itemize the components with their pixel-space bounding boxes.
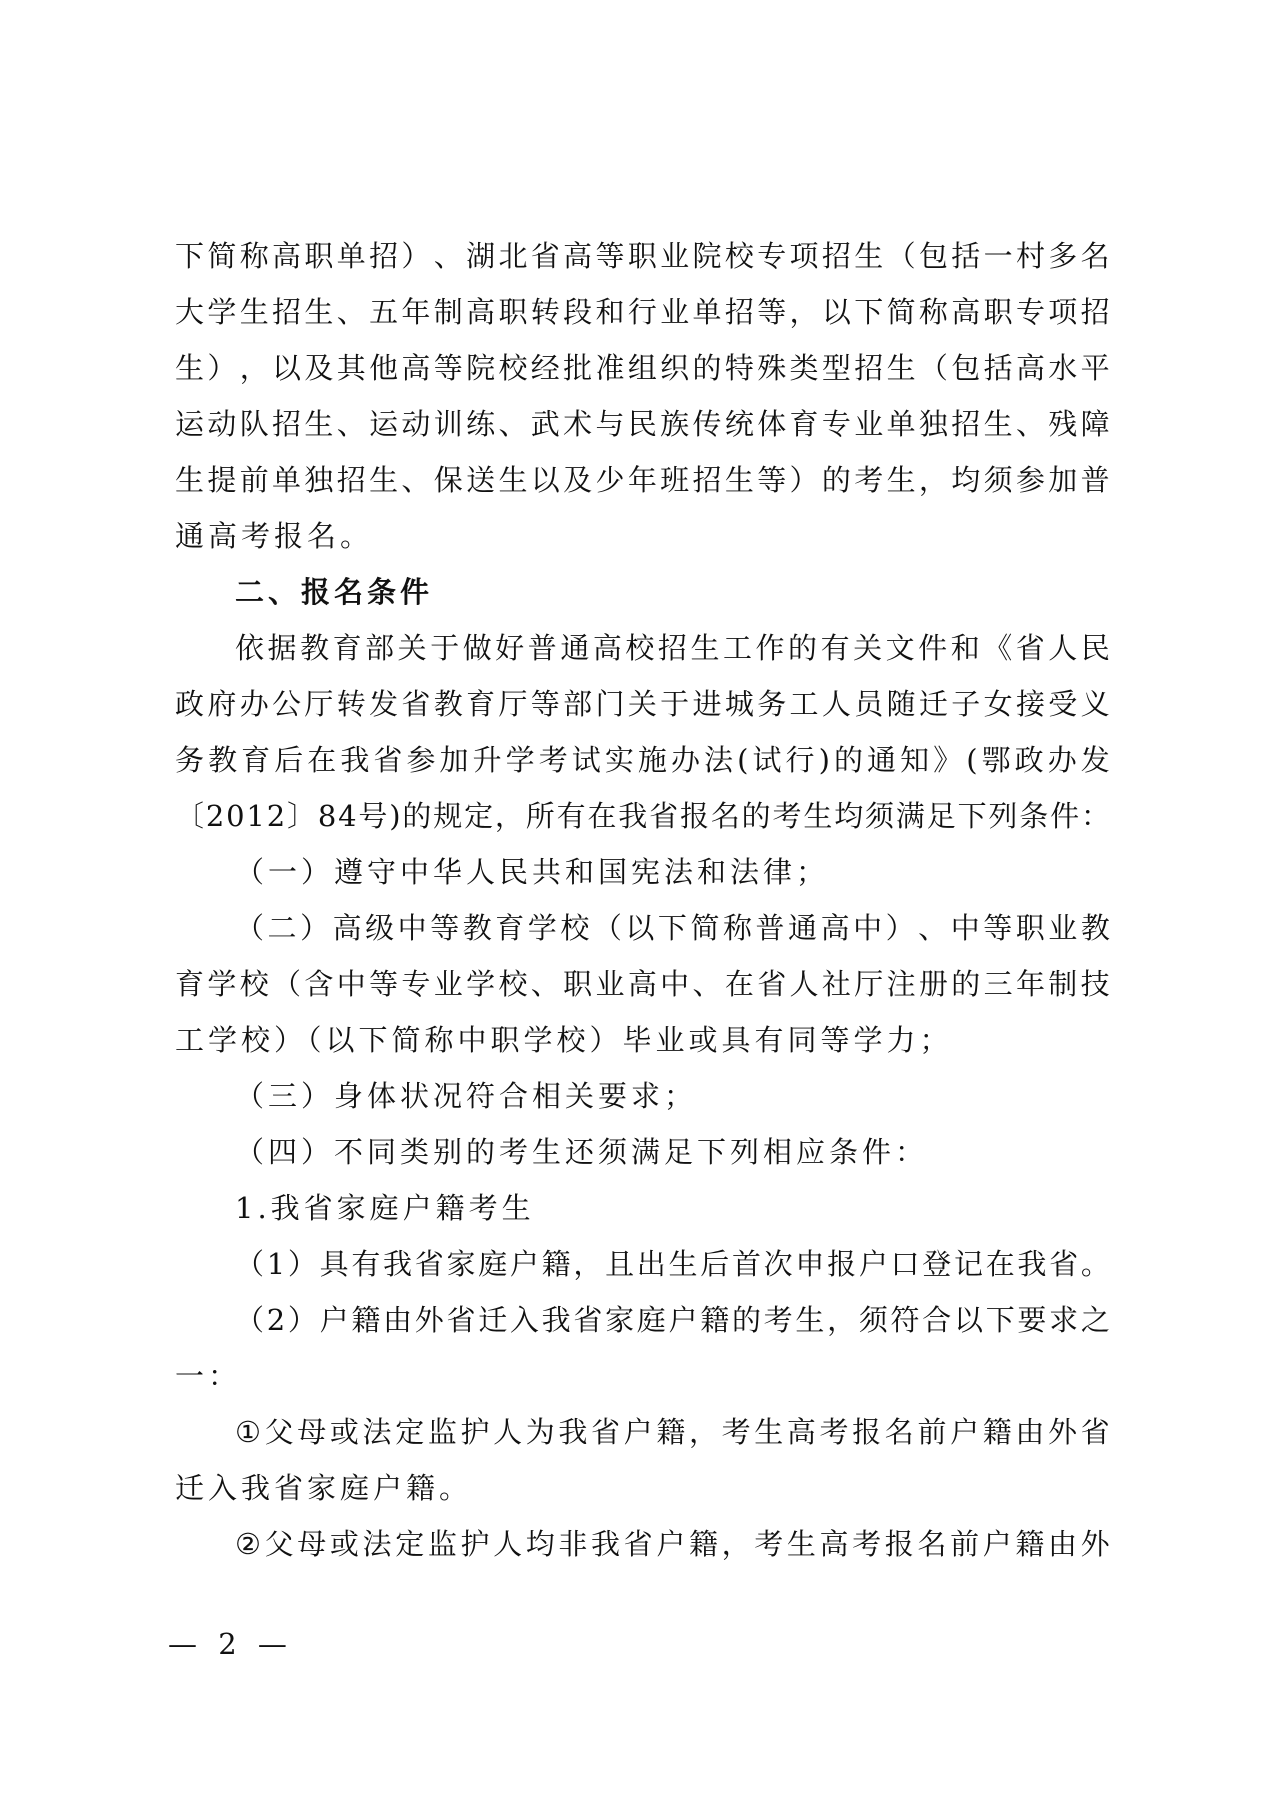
text-line: 依 据 教 育 部 关 于 做 好 普 通 高 校 招 生 工 作 的 有 关 文 件 和 《 省 人 民: [235, 631, 1110, 665]
document-body: [175, 228, 1110, 1572]
text-line: 〔 2 0 1 2 〕 8 4 号 ) 的 规 定 ， 所 有 在 我 省 报 名 的 考 生 均 须 满 足 下 列 条 件 ：: [175, 799, 1110, 833]
text-line: ② 父 母 或 法 定 监 护 人 均 非 我 省 户 籍 ， 考 生 高 考 报 名 前 户 籍 由 外: [235, 1527, 1110, 1561]
text-line: （四）不同类别的考生还须满足下列相应条件：: [235, 1135, 929, 1169]
page-number: — 2 —: [168, 1627, 293, 1661]
text-line: 1.我省家庭户籍考生: [235, 1191, 535, 1225]
text-line: （ 1 ） 具 有 我 省 家 庭 户 籍 ， 且 出 生 后 首 次 申 报 户 口 登 记 在 我 省 。: [235, 1247, 1110, 1281]
text-line: 育 学 校 （ 含 中 等 专 业 学 校 、 职 业 高 中 、 在 省 人 社 厅 注 册 的 三 年 制 技: [175, 967, 1110, 1001]
text-line: 工学校）（以下简称中职学校）毕业或具有同等学力；: [175, 1023, 953, 1057]
text-line: 运 动 队 招 生 、 运 动 训 练 、 武 术 与 民 族 传 统 体 育 专 业 单 独 招 生 、 残 障: [175, 407, 1110, 441]
text-line: （三）身体状况符合相关要求；: [235, 1079, 698, 1113]
text-line: 生 ） ， 以 及 其 他 高 等 院 校 经 批 准 组 织 的 特 殊 类 型 招 生 （ 包 括 高 水 平: [175, 351, 1110, 385]
text-line: 务 教 育 后 在 我 省 参 加 升 学 考 试 实 施 办 法 ( 试 行 ) 的 通 知 》 ( 鄂 政 办 发: [175, 743, 1110, 777]
text-line: 大 学 生 招 生 、 五 年 制 高 职 转 段 和 行 业 单 招 等 ， 以 下 简 称 高 职 专 项 招: [175, 295, 1110, 329]
text-line: 生 提 前 单 独 招 生 、 保 送 生 以 及 少 年 班 招 生 等 ） 的 考 生 ， 均 须 参 加 普: [175, 463, 1110, 497]
text-line: 政 府 办 公 厅 转 发 省 教 育 厅 等 部 门 关 于 进 城 务 工 人 员 随 迁 子 女 接 受 义: [175, 687, 1110, 721]
text-line: 一：: [175, 1359, 242, 1393]
section-heading: 二、报名条件: [235, 575, 434, 609]
text-line: （ 二 ） 高 级 中 等 教 育 学 校 （ 以 下 简 称 普 通 高 中 ） 、 中 等 职 业 教: [235, 911, 1110, 945]
text-line: ① 父 母 或 法 定 监 护 人 为 我 省 户 籍 ， 考 生 高 考 报 名 前 户 籍 由 外 省: [235, 1415, 1110, 1449]
text-line: （一）遵守中华人民共和国宪法和法律；: [235, 855, 830, 889]
text-line: 通高考报名。: [175, 519, 374, 553]
text-line: 迁入我省家庭户籍。: [175, 1471, 473, 1505]
text-line: 下 简 称 高 职 单 招 ） 、 湖 北 省 高 等 职 业 院 校 专 项 招 生 （ 包 括 一 村 多 名: [175, 239, 1110, 273]
text-line: （ 2 ） 户 籍 由 外 省 迁 入 我 省 家 庭 户 籍 的 考 生 ， 须 符 合 以 下 要 求 之: [235, 1303, 1110, 1337]
